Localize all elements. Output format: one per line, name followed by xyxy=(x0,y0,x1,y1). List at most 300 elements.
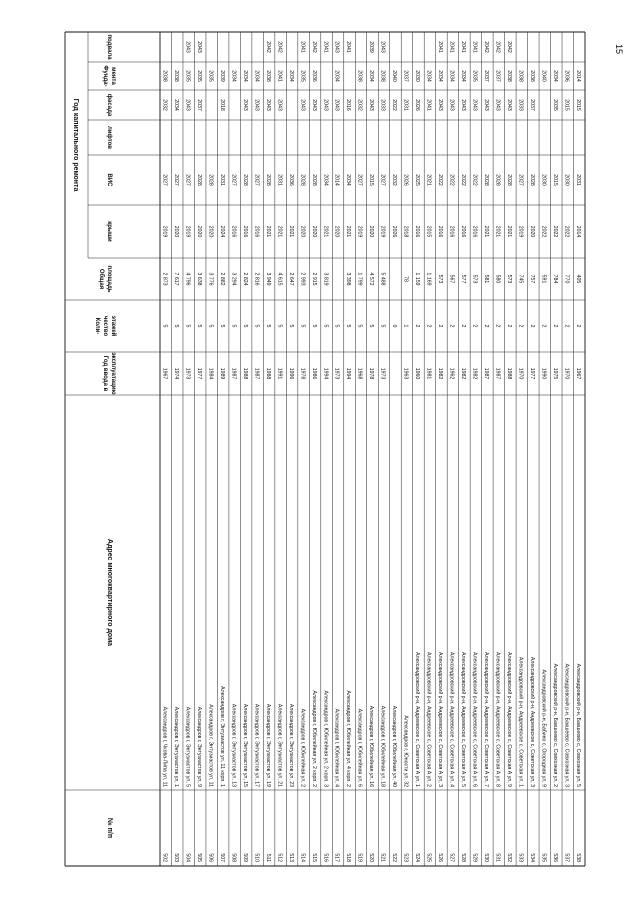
cell-fnd: 2014 xyxy=(574,70,581,82)
cell-fac: 2043 xyxy=(299,99,306,111)
cell-fnd: 2035 xyxy=(299,70,306,82)
cell-fnd: 2034 xyxy=(448,70,455,82)
cell-fac: 2031 xyxy=(402,99,409,111)
cell-fnd: 2034 xyxy=(551,70,558,82)
cell-n: 525 xyxy=(425,853,432,862)
cell-area: 567 xyxy=(448,274,455,284)
cell-roof: 2022 xyxy=(540,225,547,238)
cell-area: 784 xyxy=(551,274,558,284)
cell-year: 1967 xyxy=(161,367,168,380)
cell-addr: Александровский р-н, Андреевское с, Советская А ул, 1 xyxy=(414,652,421,787)
cell-area: 2 882 xyxy=(218,272,225,286)
cell-addr: Александров г, Юбилейная ул, 2 корп. 2 xyxy=(310,690,317,787)
cell-year: 1986 xyxy=(310,367,317,380)
cell-bas: 2042 xyxy=(276,41,283,53)
cell-vis: 2031 xyxy=(276,174,283,186)
cell-fac: 2035 xyxy=(551,99,558,111)
cell-n: 528 xyxy=(460,853,467,862)
cell-vis: 2028 xyxy=(241,174,248,186)
cell-vis: 2028 xyxy=(299,174,306,186)
cell-fac: 2043 xyxy=(460,99,467,111)
cell-fnd: 2036 xyxy=(310,70,317,82)
cell-roof: 2016 xyxy=(241,225,248,238)
cell-addr: Александровский р-н, Андреевское с, Советская А ул, 4 xyxy=(448,652,455,787)
cell-roof: 2015 xyxy=(425,225,432,238)
cell-fnd: 2039 xyxy=(218,70,225,82)
cell-fl: 2 xyxy=(460,324,467,328)
cell-addr: Александров г, Энтузиастов ул, 1 xyxy=(172,706,179,787)
cell-fl: 5 xyxy=(161,324,168,328)
cell-fl: 2 xyxy=(551,324,558,328)
cell-vis: 2031 xyxy=(218,174,225,186)
cell-addr: Александровский р-н, Бакшеево с, Совхозная ул, 3 xyxy=(563,663,570,787)
cell-vis: 2022 xyxy=(471,174,478,186)
capital-repair-table xyxy=(65,32,585,866)
cell-n: 516 xyxy=(322,853,329,862)
cell-vis: 2030 xyxy=(540,174,547,186)
header-vis: ВИС xyxy=(106,173,112,187)
cell-fl: 2 xyxy=(414,324,421,328)
cell-year: 1994 xyxy=(322,367,329,380)
cell-vis: 2021 xyxy=(425,174,432,186)
cell-area: 2 873 xyxy=(161,272,168,286)
cell-fl: 5 xyxy=(287,324,294,328)
cell-bas: 2041 xyxy=(448,41,455,53)
cell-fl: 2 xyxy=(494,324,501,328)
cell-fl: 5 xyxy=(310,324,317,328)
cell-roof: 2019 xyxy=(379,225,386,238)
cell-year: 1991 xyxy=(276,367,283,380)
cell-fac: 2043 xyxy=(506,99,513,111)
cell-fl: 5 xyxy=(207,324,214,328)
cell-vis: 2028 xyxy=(195,174,202,186)
cell-addr: Александров г, Юбилейная ул, 4 корп. 2 xyxy=(345,690,352,787)
cell-addr: Александров г, Энтузиастов ул, 13 xyxy=(230,703,237,787)
cell-bas: 2042 xyxy=(310,41,317,53)
cell-bas: 2042 xyxy=(494,41,501,53)
cell-bas: 2041 xyxy=(299,41,306,53)
cell-fl: 5 xyxy=(276,324,283,328)
cell-area: 7 617 xyxy=(172,272,179,286)
cell-n: 523 xyxy=(402,853,409,862)
cell-fl: 5 xyxy=(345,324,352,328)
cell-fnd: 2038 xyxy=(172,70,179,82)
header-address: Адрес многоквартирного дома xyxy=(106,538,113,647)
cell-vis: 2014 xyxy=(333,174,340,186)
cell-bas: 2042 xyxy=(483,41,490,53)
cell-fnd: 2038 xyxy=(264,70,271,82)
cell-vis: 2027 xyxy=(184,174,191,186)
cell-vis: 2034 xyxy=(345,174,352,186)
cell-n: 524 xyxy=(414,853,421,862)
cell-roof: 2021 xyxy=(276,225,283,238)
header-area-l2: площадь xyxy=(106,265,112,293)
cell-roof: 2019 xyxy=(184,225,191,238)
cell-fl: 5 xyxy=(299,324,306,328)
cell-addr: Александров г, Юбилейная ул, 4 xyxy=(333,708,340,787)
cell-addr: Александровский р-н, Бакшеево с, Совхозная ул, 5 xyxy=(574,663,581,787)
cell-addr: Александровский р-н, Андреевское с, Советская ул, 3 xyxy=(529,656,536,787)
cell-fnd: 2040 xyxy=(540,70,547,82)
cell-addr: Александровский р-н, Андреевское с, Советская А ул, 8 xyxy=(494,652,501,787)
cell-roof: 2020 xyxy=(310,225,317,238)
cell-area: 3 949 xyxy=(264,272,271,286)
cell-vis: 2027 xyxy=(172,174,179,186)
cell-n: 526 xyxy=(437,853,444,862)
cell-addr: Александровский р-н, Андреевское с, Советская А ул, 9 xyxy=(506,652,513,787)
cell-fl: 1 xyxy=(402,324,409,328)
cell-vis: 2025 xyxy=(414,174,421,186)
header-num: № п/п xyxy=(106,817,113,839)
cell-area: 2 824 xyxy=(241,272,248,286)
cell-area: 1 159 xyxy=(414,272,421,286)
cell-area: 2 915 xyxy=(310,272,317,286)
cell-area: 770 xyxy=(563,274,570,284)
cell-fnd: 2034 xyxy=(230,70,237,82)
cell-fl: 5 xyxy=(264,324,271,328)
cell-fl: 2 xyxy=(506,324,513,328)
cell-fac: 2043 xyxy=(483,99,490,111)
cell-fac: 2015 xyxy=(563,99,570,111)
cell-fl: 5 xyxy=(379,324,386,328)
cell-fl: 5 xyxy=(322,324,329,328)
cell-roof: 2021 xyxy=(506,225,513,238)
cell-roof: 2016 xyxy=(471,225,478,238)
cell-roof: 2019 xyxy=(161,225,168,238)
cell-fnd: 2034 xyxy=(437,70,444,82)
cell-area: 573 xyxy=(437,274,444,284)
cell-roof: 2019 xyxy=(517,225,524,238)
cell-year: 1988 xyxy=(264,367,271,380)
header-floors-l2: чество xyxy=(102,315,108,337)
cell-vis: 2032 xyxy=(391,174,398,186)
cell-fnd: 2041 xyxy=(276,70,283,82)
cell-vis: 2015 xyxy=(368,174,375,186)
cell-fac: 2022 xyxy=(391,99,398,111)
cell-vis: 2028 xyxy=(529,174,536,186)
cell-fnd: 2035 xyxy=(471,70,478,82)
cell-year: 1989 xyxy=(218,367,225,380)
cell-fnd: 2034 xyxy=(425,70,432,82)
cell-year: 1996 xyxy=(287,367,294,380)
cell-addr: Александровский р-н, Андреевское с, Советская А ул, 6 xyxy=(471,652,478,787)
cell-fl: 2 xyxy=(437,324,444,328)
cell-fac: 2043 xyxy=(241,99,248,111)
cell-fac: 2032 xyxy=(161,99,168,111)
cell-year: 1987 xyxy=(230,367,237,380)
cell-roof: 2020 xyxy=(195,225,202,238)
cell-addr: Александров г, Юбилейная ул, 2 xyxy=(299,708,306,787)
cell-fnd: 2034 xyxy=(287,70,294,82)
cell-area: 3 294 xyxy=(230,272,237,286)
cell-n: 519 xyxy=(356,853,363,862)
cell-vis: 2031 xyxy=(574,174,581,186)
cell-bas: 2042 xyxy=(264,41,271,53)
header-year-l2: эксплуатацию xyxy=(110,352,116,395)
cell-bas: 2041 xyxy=(322,41,329,53)
cell-fnd: 2038 xyxy=(379,70,386,82)
cell-vis: 2015 xyxy=(551,174,558,186)
cell-area: 573 xyxy=(506,274,513,284)
cell-addr: Александровский р-н, Андреевское с, Советская ул, 1 xyxy=(517,656,524,787)
cell-bas: 2041 xyxy=(471,41,478,53)
cell-area: 2 993 xyxy=(299,272,306,286)
cell-year: 1984 xyxy=(207,367,214,380)
header-foundation-l1: Фунда- xyxy=(102,65,108,87)
cell-vis: 2027 xyxy=(379,174,386,186)
cell-area: 3 819 xyxy=(322,272,329,286)
cell-roof: 2020 xyxy=(299,225,306,238)
cell-n: 538 xyxy=(574,853,581,862)
cell-fl: 5 xyxy=(172,324,179,328)
cell-area: 3 776 xyxy=(207,272,214,286)
cell-addr: Александров г, Юбилейная ул, 40 xyxy=(391,705,398,787)
cell-area: 577 xyxy=(460,274,467,284)
cell-fl: 5 xyxy=(333,324,340,328)
cell-roof: 2019 xyxy=(356,225,363,238)
cell-roof: 2026 xyxy=(391,225,398,238)
cell-bas: 2041 xyxy=(460,41,467,53)
cell-fac: 2043 xyxy=(368,99,375,111)
cell-roof: 2016 xyxy=(253,225,260,238)
header-floors-l1: Коли- xyxy=(94,317,100,335)
cell-fl: 2 xyxy=(425,324,432,328)
cell-fl: 2 xyxy=(540,324,547,328)
cell-area: 745 xyxy=(517,274,524,284)
cell-fl: 5 xyxy=(184,324,191,328)
cell-year: 1982 xyxy=(471,367,478,380)
cell-year: 1960 xyxy=(414,367,421,380)
cell-vis: 2028 xyxy=(264,174,271,186)
cell-area: 5 488 xyxy=(379,272,386,286)
cell-fl: 5 xyxy=(230,324,237,328)
cell-n: 513 xyxy=(287,853,294,862)
cell-fac: 2026 xyxy=(414,99,421,111)
cell-fl: 5 xyxy=(356,324,363,328)
page-number: 15 xyxy=(614,44,624,55)
cell-year: 1968 xyxy=(356,367,363,380)
cell-bas: 2043 xyxy=(379,41,386,53)
cell-year: 1973 xyxy=(379,367,386,380)
cell-year: 1967 xyxy=(574,367,581,380)
header-roof: крыши xyxy=(106,221,112,242)
cell-year: 1975 xyxy=(551,367,558,380)
cell-year: 1974 xyxy=(172,367,179,380)
cell-area: 757 xyxy=(529,274,536,284)
cell-addr: Александров г, Энтузиастов ул, 15 xyxy=(241,703,248,787)
cell-fl: 2 xyxy=(471,324,478,328)
cell-bas: 2041 xyxy=(437,41,444,53)
cell-fnd: 2037 xyxy=(402,70,409,82)
cell-roof: 2022 xyxy=(551,225,558,238)
cell-fnd: 2038 xyxy=(529,70,536,82)
cell-area: 1 799 xyxy=(356,272,363,286)
cell-fnd: 2038 xyxy=(517,70,524,82)
cell-bas: 2039 xyxy=(368,41,375,53)
cell-n: 509 xyxy=(241,853,248,862)
cell-addr: Александров г, Юности ул, 32 xyxy=(402,715,409,787)
cell-addr: Александровский р-н, Андреевское с, Советская А ул, 7 xyxy=(483,652,490,787)
cell-fac: 2043 xyxy=(322,99,329,111)
cell-n: 531 xyxy=(494,853,501,862)
cell-fl: 2 xyxy=(529,324,536,328)
cell-roof: 2021 xyxy=(494,225,501,238)
cell-roof: 2020 xyxy=(172,225,179,238)
cell-n: 522 xyxy=(391,853,398,862)
cell-n: 506 xyxy=(207,853,214,862)
cell-roof: 2020 xyxy=(333,225,340,238)
cell-vis: 2027 xyxy=(230,174,237,186)
cell-roof: 2016 xyxy=(230,225,237,238)
cell-year: 1988 xyxy=(506,367,513,380)
cell-fnd: 2034 xyxy=(241,70,248,82)
cell-addr: Александров г, Юбилейная ул, 18 xyxy=(379,705,386,787)
cell-fac: 2043 xyxy=(310,99,317,111)
cell-fac: 2037 xyxy=(195,99,202,111)
cell-year: 1994 xyxy=(345,367,352,380)
cell-area: 4 615 xyxy=(276,272,283,286)
cell-fac: 2043 xyxy=(276,99,283,111)
cell-fl: 2 xyxy=(483,324,490,328)
cell-n: 533 xyxy=(517,853,524,862)
cell-n: 515 xyxy=(310,853,317,862)
cell-roof: 2020 xyxy=(529,225,536,238)
cell-fac: 2033 xyxy=(379,99,386,111)
header-lifts: лифтов xyxy=(106,126,112,149)
cell-roof: 2014 xyxy=(574,225,581,238)
cell-fnd: 2037 xyxy=(494,70,501,82)
cell-roof: 2021 xyxy=(322,225,329,238)
cell-year: 1990 xyxy=(540,367,547,380)
cell-fac: 2041 xyxy=(425,99,432,111)
cell-fac: 2043 xyxy=(494,99,501,111)
cell-year: 1978 xyxy=(299,367,306,380)
cell-n: 505 xyxy=(195,853,202,862)
cell-fnd: 2035 xyxy=(184,70,191,82)
cell-year: 1978 xyxy=(368,367,375,380)
cell-vis: 2028 xyxy=(207,174,214,186)
header-area-l1: Общая xyxy=(98,268,104,290)
cell-addr: Александровский р-н, Андреевское с, Советская А ул, 5 xyxy=(460,652,467,787)
cell-addr: Александров г, Юбилейная ул, 6 xyxy=(356,708,363,787)
cell-area: 2 816 xyxy=(253,272,260,286)
cell-year: 1981 xyxy=(425,367,432,380)
cell-area: 580 xyxy=(494,274,501,284)
cell-addr: Александров г, Энтузиастов ул, 21 xyxy=(276,703,283,787)
cell-fnd: 2035 xyxy=(207,70,214,82)
cell-area: 581 xyxy=(483,274,490,284)
cell-addr: Александров г, Энтузиастов ул, 17 xyxy=(253,703,260,787)
cell-fac: 2032 xyxy=(356,99,363,111)
cell-year: 1987 xyxy=(483,367,490,380)
cell-addr: Александров г, Энтузиастов ул, 11 xyxy=(207,704,214,787)
cell-fl: 5 xyxy=(253,324,260,328)
cell-fac: 2015 xyxy=(574,99,581,111)
cell-vis: 2027 xyxy=(161,174,168,186)
cell-year: 1962 xyxy=(448,367,455,380)
cell-n: 511 xyxy=(264,853,271,862)
cell-year: 1973 xyxy=(333,367,340,380)
cell-addr: Александровский р-н, Андреевское с, Советская А ул, 3 xyxy=(437,652,444,787)
cell-vis: 2030 xyxy=(563,174,570,186)
cell-year: 1963 xyxy=(402,367,409,380)
cell-fnd: 2034 xyxy=(333,70,340,82)
cell-n: 504 xyxy=(184,853,191,862)
cell-vis: 2036 xyxy=(287,174,294,186)
cell-area: 4 572 xyxy=(368,272,375,286)
cell-area: 405 xyxy=(574,274,581,284)
header-year-l1: Год ввода в xyxy=(102,355,108,392)
cell-fnd: 2040 xyxy=(391,70,398,82)
cell-n: 520 xyxy=(368,853,375,862)
cell-roof: 2016 xyxy=(414,225,421,238)
cell-roof: 2021 xyxy=(483,225,490,238)
cell-n: 521 xyxy=(379,853,386,862)
cell-fnd: 2038 xyxy=(356,70,363,82)
cell-addr: Александровский р-н, Бабино с, Огородная ул, 9 xyxy=(540,669,547,787)
cell-area: 1 169 xyxy=(425,272,432,286)
cell-fnd: 2034 xyxy=(460,70,467,82)
cell-fnd: 2037 xyxy=(483,70,490,82)
cell-fnd: 2030 xyxy=(414,70,421,82)
header-facade: фасада xyxy=(106,93,112,117)
cell-roof: 2016 xyxy=(437,225,444,238)
cell-fl: 2 xyxy=(448,324,455,328)
cell-fac: 2037 xyxy=(529,99,536,111)
cell-fac: 2034 xyxy=(172,99,179,111)
cell-roof: 2021 xyxy=(287,225,294,238)
cell-bas: 2041 xyxy=(345,41,352,53)
cell-n: 534 xyxy=(529,853,536,862)
cell-n: 507 xyxy=(218,853,225,862)
header-foundation-l2: мента xyxy=(110,67,116,85)
cell-roof: 2024 xyxy=(218,225,225,238)
cell-vis: 2022 xyxy=(448,174,455,186)
cell-bas: 2043 xyxy=(184,41,191,53)
cell-n: 527 xyxy=(448,853,455,862)
cell-fnd: 2034 xyxy=(368,70,375,82)
cell-addr: Александров г, Юбилейная ул, 2 корп. 3 xyxy=(322,690,329,787)
cell-fl: 2 xyxy=(517,324,524,328)
cell-fl: 0 xyxy=(391,324,398,328)
cell-vis: 2026 xyxy=(402,174,409,186)
cell-n: 518 xyxy=(345,853,352,862)
cell-fac: 2043 xyxy=(333,99,340,111)
cell-roof: 2016 xyxy=(448,225,455,238)
cell-n: 512 xyxy=(276,853,283,862)
cell-fnd: 2034 xyxy=(253,70,260,82)
cell-vis: 2027 xyxy=(517,174,524,186)
cell-addr: Александров г, Энтузиастов ул, 19 xyxy=(264,703,271,787)
cell-vis: 2028 xyxy=(483,174,490,186)
cell-area: 573 xyxy=(471,274,478,284)
cell-fl: 5 xyxy=(368,324,375,328)
cell-area: 591 xyxy=(540,274,547,284)
cell-year: 1987 xyxy=(253,367,260,380)
cell-n: 535 xyxy=(540,853,547,862)
cell-n: 502 xyxy=(161,853,168,862)
cell-area: 78 xyxy=(402,276,409,282)
cell-year: 1977 xyxy=(529,367,536,380)
cell-year: 1982 xyxy=(460,367,467,380)
cell-roof: 2022 xyxy=(563,225,570,238)
cell-vis: 2028 xyxy=(506,174,513,186)
cell-fac: 2043 xyxy=(253,99,260,111)
cell-fac: 2016 xyxy=(345,99,352,111)
cell-vis: 2022 xyxy=(437,174,444,186)
cell-year: 1988 xyxy=(241,367,248,380)
cell-addr: Александров г, Энтузиастов ул, 11 корп. 1 xyxy=(218,686,225,787)
